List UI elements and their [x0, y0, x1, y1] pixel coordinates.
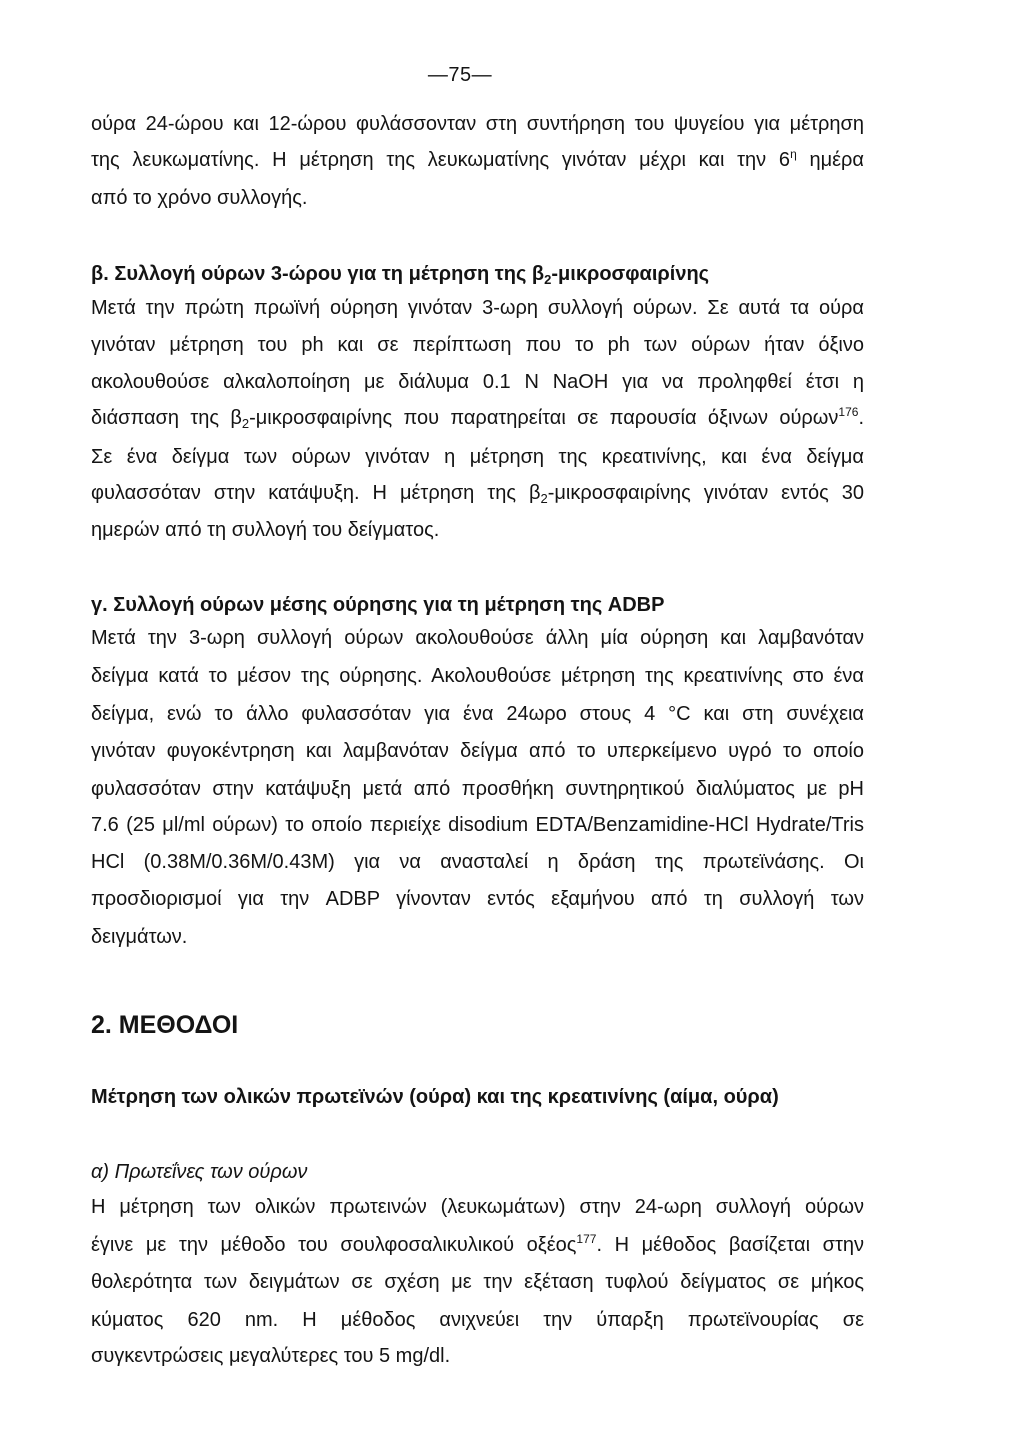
methods-protein-title: α) Πρωτεΐνες των ούρων [91, 1161, 308, 1183]
methods-line-2-reference: 177 [576, 1232, 597, 1246]
intro-line-3: από το χρόνο συλλογής. [91, 187, 308, 209]
section-b-line-4-text-a: διάσπαση της β [91, 407, 242, 429]
intro-line-2-superscript: η [790, 147, 797, 161]
methods-line-4: κύματος 620 nm. Η μέθοδος ανιχνεύει την ύπαρξη πρωτεϊνουρίας σε [91, 1309, 864, 1331]
section-b-line-4-reference: 176 [838, 405, 859, 419]
section-c-line-2: δείγμα κατά το μέσον της ούρησης. Ακολουθούσε μέτρηση της κρεατινίνης στο ένα [91, 665, 864, 687]
section-b-heading-text-b: -μικροσφαιρίνης [551, 263, 710, 285]
page-number: —75— [427, 64, 493, 86]
section-c-line-5: φυλασσόταν στην κατάψυξη μετά από προσθήκη συντηρητικού διαλύματος με pH [91, 778, 864, 800]
section-b-line-7: ημερών από τη συλλογή του δείγματος. [91, 519, 440, 541]
section-b-line-2: γινόταν μέτρηση του ph και σε περίπτωση που το ph των ούρων ήταν όξινο [91, 334, 864, 356]
section-b-line-6-subscript: 2 [540, 491, 548, 506]
section-c-line-3: δείγμα, ενώ το άλλο φυλασσόταν για ένα 24ωρο στους 4 °C και στη συνέχεια [91, 703, 864, 725]
section-c-line-9: δειγμάτων. [91, 926, 188, 948]
section-b-line-6-text-b: -μικροσφαιρίνης γινόταν εντός 30 [547, 482, 865, 504]
section-b-line-4-text-b: -μικροσφαιρίνης που παρατηρείται σε παρουσία όξινων ούρων [249, 407, 839, 429]
methods-subheading: Μέτρηση των ολικών πρωτεϊνών (ούρα) και της κρεατινίνης (αίμα, ούρα) [91, 1086, 779, 1108]
methods-line-2-text-b: . Η μέθοδος βασίζεται στην [596, 1234, 864, 1256]
section-c-line-7: HCl (0.38M/0.36M/0.43M) για να ανασταλεί η δράση της πρωτεϊνάσης. Οι [91, 851, 864, 873]
section-b-line-5: Σε ένα δείγμα των ούρων γινόταν η μέτρηση της κρεατινίνης, και ένα δείγμα [91, 446, 864, 468]
methods-line-5: συγκεντρώσεις μεγαλύτερες του 5 mg/dl. [91, 1345, 451, 1367]
section-b-line-1: Μετά την πρώτη πρωϊνή ούρηση γινόταν 3-ωρη συλλογή ούρων. Σε αυτά τα ούρα [91, 297, 864, 319]
methods-line-2-text-a: έγινε με την μέθοδο του σουλφοσαλικυλικού οξέος [91, 1234, 577, 1256]
section-c-line-8: προσδιορισμοί για την ADBP γίνονταν εντός εξαμήνου από τη συλλογή των [91, 888, 864, 910]
methods-line-1: Η μέτρηση των ολικών πρωτεινών (λευκωμάτων) στην 24-ωρη συλλογή ούρων [91, 1196, 864, 1218]
methods-heading: 2. ΜΕΘΟΔΟΙ [91, 1011, 239, 1039]
intro-line-2 [91, 148, 864, 172]
section-b-line-4-subscript: 2 [241, 416, 250, 431]
section-b-heading-text-a: β. Συλλογή ούρων 3-ώρου για τη μέτρηση της β [91, 263, 545, 285]
section-b-heading [91, 262, 709, 286]
section-c-heading: γ. Συλλογή ούρων μέσης ούρησης για τη μέτρηση της ADBP [91, 594, 665, 616]
intro-line-1: ούρα 24-ώρου και 12-ώρου φυλάσσονταν στη συντήρηση του ψυγείου για μέτρηση [91, 113, 864, 135]
section-c-line-4: γινόταν φυγοκέντρηση και λαμβανόταν δείγμα από το υπερκείμενο υγρό το οποίο [91, 740, 864, 762]
intro-line-2-text-b: ημέρα [796, 149, 864, 171]
section-b-line-6 [91, 481, 864, 505]
section-b-heading-subscript: 2 [544, 272, 552, 287]
section-b-line-4-text-c: . [858, 407, 864, 429]
section-c-line-6: 7.6 (25 μl/ml ούρων) το οποίο περιείχε disodium EDTA/Benzamidine-HCl Hydrate/Tris [91, 814, 864, 836]
section-b-line-3: ακολουθούσε αλκαλοποίηση με διάλυμα 0.1 N NaOH για να προληφθεί έτσι η [91, 371, 864, 393]
section-b-line-4 [91, 406, 864, 430]
methods-line-2 [91, 1233, 864, 1257]
intro-line-2-text-a: της λευκωματίνης. Η μέτρηση της λευκωματίνης γινόταν μέχρι και την 6 [91, 149, 791, 171]
section-c-line-1: Μετά την 3-ωρη συλλογή ούρων ακολουθούσε άλλη μία ούρηση και λαμβανόταν [91, 627, 864, 649]
section-b-line-6-text-a: φυλασσόταν στην κατάψυξη. Η μέτρηση της β [91, 482, 541, 504]
methods-line-3: θολερότητα των δειγμάτων σε σχέση με την εξέταση τυφλού δείγματος σε μήκος [91, 1271, 864, 1293]
